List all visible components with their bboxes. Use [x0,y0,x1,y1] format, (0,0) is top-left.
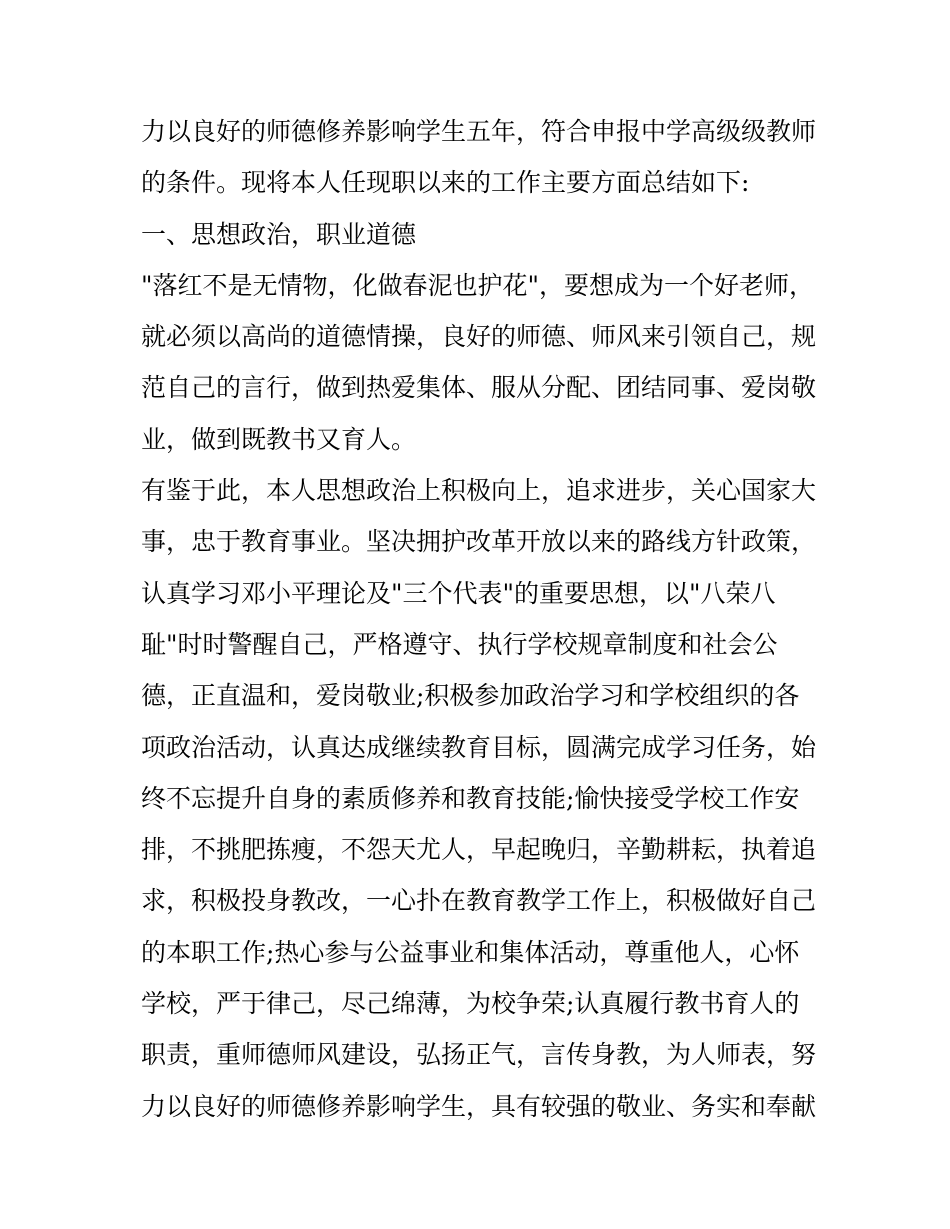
text-line: 事，忠于教育事业。坚决拥护改革开放以来的路线方针政策， [141,527,817,557]
text-line: 终不忘提升自身的素质修养和教育技能;愉快接受学校工作安 [141,783,800,813]
text-line: 耻"时时警醒自己，严格遵守、执行学校规章制度和社会公 [141,629,778,659]
body-text [141,106,816,1132]
section-heading: 一、思想政治，职业道德 [141,219,417,249]
text-line: 的本职工作;热心参与公益事业和集体活动，尊重他人，心怀 [141,937,800,967]
text-line: 项政治活动，认真达成继续教育目标，圆满完成学习任务，始 [141,732,817,762]
text-line: 德，正直温和，爱岗敬业;积极参加政治学习和学校组织的各 [141,681,800,711]
text-line: 业，做到既教书又育人。 [141,424,417,454]
text-line: 范自己的言行，做到热爱集体、服从分配、团结同事、爱岗敬 [141,373,817,403]
text-line: 排，不挑肥拣瘦，不怨天尤人，早起晚归，辛勤耕耘，执着追 [141,835,817,865]
text-line: 力以良好的师德修养影响学生，具有较强的敬业、务实和奉献 [141,1091,817,1121]
text-line: 学校，严于律己，尽己绵薄，为校争荣;认真履行教书育人的 [141,989,800,1019]
text-line: 职责，重师德师风建设，弘扬正气，言传身教，为人师表，努 [141,1040,817,1070]
text-line: 就必须以高尚的道德情操，良好的师德、师风来引领自己，规 [141,322,817,352]
text-line: 求，积极投身教改，一心扑在教育教学工作上，积极做好自己 [141,886,817,916]
text-line: 有鉴于此，本人思想政治上积极向上，追求进步，关心国家大 [141,476,817,506]
text-line: 的条件。现将本人任现职以来的工作主要方面总结如下: [141,168,750,198]
text-line: "落红不是无情物，化做春泥也护花"，要想成为一个好老师， [141,270,815,300]
text-line: 认真学习邓小平理论及"三个代表"的重要思想，以"八荣八 [141,578,776,608]
text-line: 力以良好的师德修养影响学生五年，符合申报中学高级级教师 [141,117,817,146]
